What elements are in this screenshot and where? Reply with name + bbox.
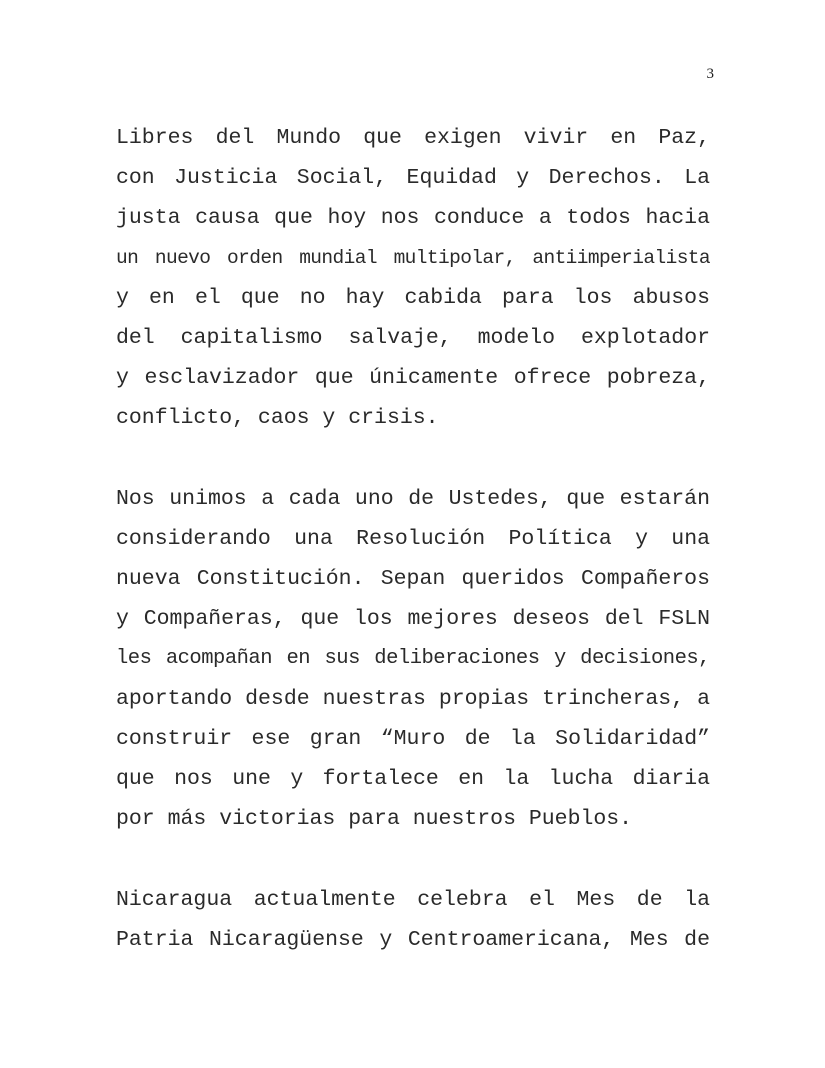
paragraph-1-line-3: justa causa que hoy nos conduce a todos hacia	[116, 206, 710, 230]
paragraph-1-line-4: un nuevo orden mundial multipolar, antiimperialista	[116, 247, 710, 269]
paragraph-2-line-7: construir ese gran “Muro de la Solidaridad”	[116, 727, 710, 751]
paragraph-2-line-5: les acompañan en sus deliberaciones y decisiones,	[116, 647, 710, 670]
paragraph-2-line-2: considerando una Resolución Política y una	[116, 527, 710, 551]
paragraph-2-line-9: por más victorias para nuestros Pueblos.	[116, 807, 633, 831]
paragraph-1-line-8: conflicto, caos y crisis.	[116, 406, 439, 430]
page-number: 3	[706, 66, 714, 82]
paragraph-1-line-6: del capitalismo salvaje, modelo explotador	[116, 326, 710, 350]
paragraph-3-line-1: Nicaragua actualmente celebra el Mes de la	[116, 888, 710, 912]
paragraph-2-line-4: y Compañeras, que los mejores deseos del FSLN	[116, 607, 710, 631]
paragraph-1-line-7: y esclavizador que únicamente ofrece pobreza,	[116, 366, 710, 390]
paragraph-3-line-2: Patria Nicaragüense y Centroamericana, Mes de	[116, 928, 710, 952]
paragraph-2-line-1: Nos unimos a cada uno de Ustedes, que estarán	[116, 487, 710, 511]
paragraph-1-line-5: y en el que no hay cabida para los abusos	[116, 286, 710, 310]
paragraph-1-line-2: con Justicia Social, Equidad y Derechos. La	[116, 166, 710, 190]
paragraph-2-line-6: aportando desde nuestras propias trincheras, a	[116, 687, 710, 711]
paragraph-1-line-1: Libres del Mundo que exigen vivir en Paz,	[116, 126, 710, 150]
paragraph-2-line-8: que nos une y fortalece en la lucha diaria	[116, 767, 710, 791]
paragraph-2-line-3: nueva Constitución. Sepan queridos Compañeros	[116, 567, 710, 591]
